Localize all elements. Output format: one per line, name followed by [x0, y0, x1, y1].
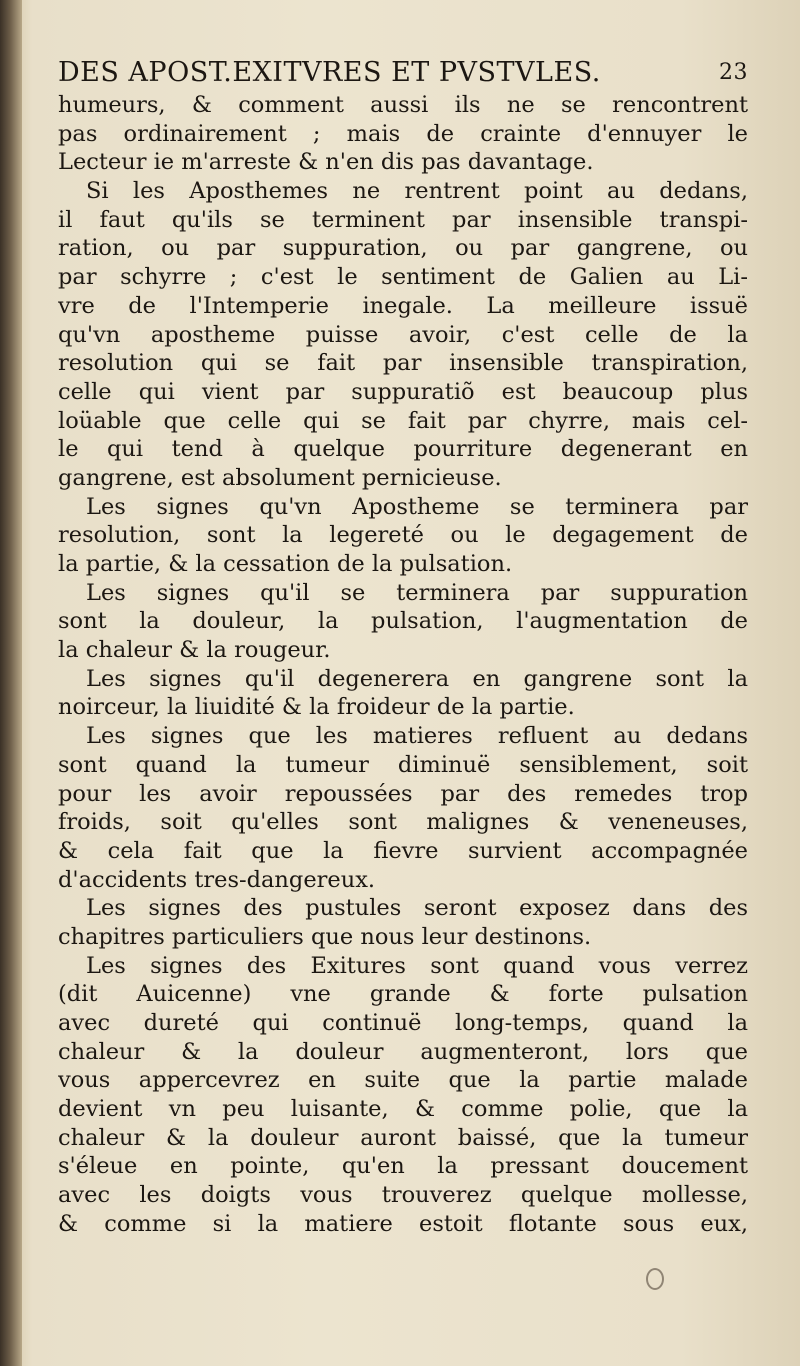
text-line: ration, ou par suppuration, ou par gangrene, ou — [58, 235, 748, 262]
text-line: sont la douleur, la pulsation, l'augmentation de — [58, 608, 748, 635]
running-title: DES APOST.EXITVRES ET PVSTVLES. — [58, 57, 601, 88]
page-number: 23 — [719, 60, 748, 85]
text-line: Les signes qu'vn Apostheme se terminera par — [86, 493, 748, 520]
text-line: froids, soit qu'elles sont malignes & veneneuses, — [58, 809, 748, 836]
text-line: Les signes des pustules seront exposez dans des — [86, 895, 748, 922]
text-line: celle qui vient par suppuratiõ est beaucoup plus — [58, 378, 748, 405]
text-line: s'éleue en pointe, qu'en la pressant doucement — [58, 1153, 748, 1180]
book-spine-shadow — [0, 0, 22, 1366]
text-line: gangrene, est absolument pernicieuse. — [58, 464, 502, 491]
text-line: avec dureté qui continuë long-temps, quand la — [58, 1010, 748, 1036]
text-line: la chaleur & la rougeur. — [58, 637, 331, 664]
text-line: par schyrre ; c'est le sentiment de Galien au Li- — [58, 264, 748, 291]
text-line: avec les doigts vous trouverez quelque mollesse, — [58, 1182, 748, 1209]
text-line: vre de l'Intemperie inegale. La meilleure issuë — [58, 292, 748, 319]
text-line: Lecteur ie m'arreste & n'en dis pas davantage. — [58, 149, 594, 176]
text-line: resolution qui se fait par insensible transpiration, — [58, 350, 748, 377]
text-line: Les signes qu'il degenerera en gangrene sont la — [86, 665, 748, 692]
text-line: qu'vn apostheme puisse avoir, c'est celle de la — [58, 321, 748, 348]
text-line: (dit Auicenne) vne grande & forte pulsation — [58, 981, 748, 1008]
text-line: loüable que celle qui se fait par chyrre, mais cel- — [58, 407, 748, 434]
text-line: humeurs, & comment aussi ils ne se rencontrent — [58, 92, 748, 118]
text-line: pas ordinairement ; mais de crainte d'ennuyer le — [58, 120, 748, 147]
text-line: Si les Aposthemes ne rentrent point au dedans, — [86, 178, 748, 205]
text-line: la partie, & la cessation de la pulsation. — [58, 551, 513, 577]
text-line: Les signes des Exitures sont quand vous verrez — [86, 952, 748, 979]
text-block — [58, 55, 748, 1239]
text-line: sont quand la tumeur diminuë sensiblement, soit — [58, 751, 748, 778]
text-line: le qui tend à quelque pourriture degenerant en — [58, 436, 748, 463]
text-line: resolution, sont la legereté ou le degagement de — [58, 522, 748, 549]
text-line: il faut qu'ils se terminent par insensible transpi- — [58, 206, 748, 233]
ink-mark — [646, 1268, 664, 1290]
text-line: chaleur & la douleur augmenteront, lors que — [58, 1038, 748, 1065]
text-line: devient vn peu luisante, & comme polie, que la — [58, 1096, 748, 1123]
text-line: pour les avoir repoussées par des remedes trop — [58, 780, 748, 807]
text-line: Les signes qu'il se terminera par suppuration — [86, 579, 748, 606]
text-line: Les signes que les matieres refluent au dedans — [86, 723, 748, 750]
body-text — [58, 91, 748, 1239]
text-line: d'accidents tres-dangereux. — [58, 866, 376, 893]
text-line: chaleur & la douleur auront baissé, que la tumeur — [58, 1124, 748, 1151]
text-line: chapitres particuliers que nous leur destinons. — [58, 923, 592, 950]
page-header — [58, 55, 748, 91]
text-line: & cela fait que la fievre survient accompagnée — [58, 837, 748, 864]
text-line: vous appercevrez en suite que la partie malade — [58, 1067, 748, 1094]
text-line: & comme si la matiere estoit flotante sous eux, — [58, 1210, 748, 1237]
text-line: noirceur, la liuidité & la froideur de la partie. — [58, 694, 575, 721]
